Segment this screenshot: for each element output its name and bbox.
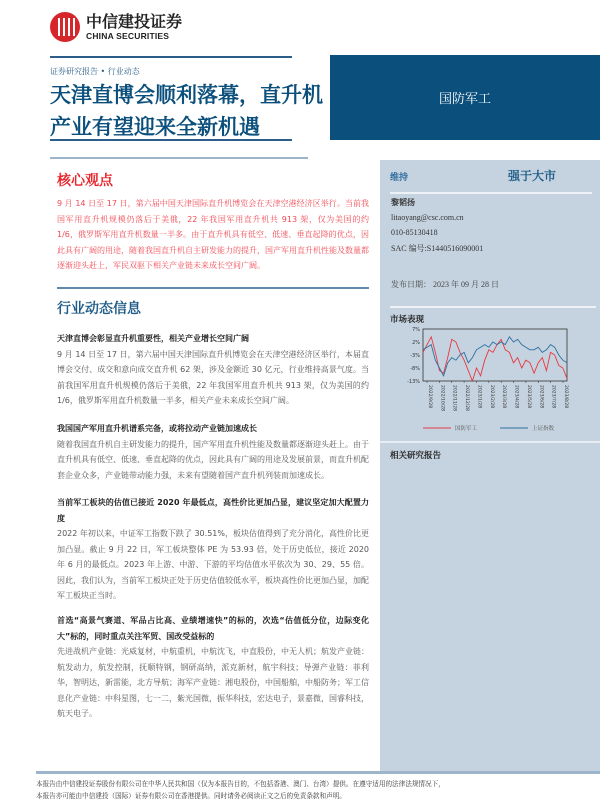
section-text: 2022 年初以来，中证军工指数下跌了 30.51%，板块估值得到了充分消化，高性价比更加凸显。截止 9 月 22 日，军工板块整体 PE 为 53.93 倍，处于历史低位，接近 2020 年 6 月的最低点。2023 年上游、中游、下游的平均估值水平依次为 30、29、55 倍。因此，我们认为，当前军工板块正处于历史估值较低水平，板块高性价比更加凸显，加配军工板块正当时。	[57, 529, 369, 600]
x-tick-label: 2023/3/28	[501, 385, 507, 409]
y-tick-label: 7%	[412, 327, 420, 333]
rating-label: 维持	[390, 173, 409, 183]
disclaimer-line: 本报告由中信建投证券股份有限公司在中华人民共和国（仅为本报告目的，不包括香港、澳门、台湾）提供。在遵守适用的法律法规情况下，	[36, 780, 445, 788]
core-heading: 核心观点	[57, 173, 113, 189]
y-tick-label: 2%	[412, 340, 420, 346]
analyst-email[interactable]: litaoyang@csc.com.cn	[391, 213, 464, 222]
news-heading: 行业动态信息	[57, 301, 141, 317]
rating-value: 强于大市	[508, 169, 557, 183]
section-text: 随着我国直升机自主研发能力的提升，国产军用直升机性能及数量都逐渐迎头赶上。由于直升机具有低空、低速、垂直起降的优点，因此具有广阔的用途及发展前景，而直升机配套企业众多，产业链带动能力强，未来有望随着国产直升机列装而加速成长。	[57, 439, 369, 480]
page-title: 天津直博会顺利落幕，直升机产业有望迎来全新机遇	[50, 83, 323, 139]
analyst-phone: 010-85130418	[391, 228, 438, 237]
disclaimer	[36, 778, 596, 802]
news-section	[57, 613, 369, 722]
news-section	[57, 495, 369, 604]
section-text: 先进战机产业链：光威复材，中航重机，中航沈飞，中直股份，中无人机；航发产业链：航发动力，航发控制，抚顺特钢，钢研高纳，派克新材，航宇科技；导弹产业链：菲利华，智明达，新雷能，北方导航；海军产业链：湘电股份，中国船舶，中船防务；军工信息化产业链：中科星图，七一二，紫光国微，振华科技，宏达电子，景嘉微，国睿科技，航天电子。	[57, 647, 369, 718]
section-title: 首选“高景气赛道、军品占比高、业绩增速快”的标的，次选“估值低分位，边际变化大”标的，同时重点关注军贸、国改受益标的	[57, 616, 369, 641]
news-section	[57, 331, 369, 409]
divider	[57, 287, 369, 289]
disclaimer-line: 本报告亦可能由中信建投（国际）证券有限公司在香港提供。同时请务必阅读正文之后的免责条款和声明。	[36, 792, 346, 800]
logo-name-en: CHINA SECURITIES	[86, 31, 170, 41]
x-tick-label: 2022/9/28	[427, 385, 432, 409]
y-tick-label: -13%	[407, 379, 420, 385]
core-text: 9 月 14 日至 17 日，第六届中国天津国际直升机博览会在天津空港经济区举行。当前我国军用直升机规模仍落后于美俄，22 年我国军用直升机共 913 架，仅为美国的约 1/6，俄罗斯军用直升机数量一半多。由于直升机具有低空、低速、垂直起降的优点，因此具有广阔的用途，随着我国直升机自主研发能力的提升，国产军用直升机性能及数量都逐渐迎头赶上，军民双驱下相关产业链未来成长空间广阔。	[57, 199, 369, 270]
divider	[50, 56, 292, 58]
report-type: 证券研究报告 • 行业动态	[50, 67, 140, 76]
x-tick-label: 2023/5/28	[525, 385, 531, 409]
x-tick-label: 2022/10/28	[439, 385, 445, 411]
logo-name-cn: 中信建投证券	[86, 12, 183, 31]
y-tick-label: -8%	[410, 366, 420, 372]
divider	[380, 441, 600, 443]
x-tick-label: 2023/4/28	[513, 385, 519, 409]
section-title: 当前军工板块的估值已接近 2020 年最低点，高性价比更加凸显，建议坚定加大配置力度	[57, 498, 369, 523]
x-tick-label: 2023/2/28	[488, 385, 494, 409]
divider	[390, 192, 592, 194]
market-chart	[385, 325, 595, 435]
logo-emblem-icon	[50, 12, 80, 42]
x-tick-label: 2022/12/28	[464, 385, 470, 411]
market-title: 市场表现	[390, 315, 425, 325]
analyst-sac: SAC 编号:S1440516090001	[391, 244, 484, 253]
x-tick-label: 2023/7/28	[550, 385, 556, 409]
x-tick-label: 2023/8/28	[563, 385, 568, 409]
section-title: 天津直博会彰显直升机重要性，相关产业增长空间广阔	[57, 334, 249, 343]
legend-label: 上证指数	[532, 426, 555, 432]
legend-label: 国防军工	[455, 426, 478, 432]
x-tick-label: 2023/1/28	[476, 385, 482, 409]
divider	[390, 306, 596, 308]
divider	[50, 139, 292, 141]
x-tick-label: 2023/6/28	[538, 385, 544, 409]
related-reports-title: 相关研究报告	[390, 451, 442, 461]
analyst-name: 黎韬扬	[391, 198, 415, 207]
x-tick-label: 2022/11/28	[451, 385, 457, 411]
news-section	[57, 421, 369, 483]
y-tick-label: -3%	[410, 353, 420, 359]
divider	[50, 157, 308, 159]
sector-badge	[330, 55, 600, 140]
publish-date: 发布日期： 2023 年 09 月 28 日	[391, 280, 499, 289]
section-text: 9 月 14 日至 17 日，第六届中国天津国际直升机博览会在天津空港经济区举行，本届直博会交付、成交和意向成交直升机 62 架，涉及金额近 30 亿元，行业维持高景气度。当前我国军用直升机规模仍落后于美俄，22 年我国军用直升机共 913 架，仅为美国的约 1/6，俄罗斯军用直升机数量一半多，相关产业未来成长空间广阔。	[57, 349, 369, 405]
sector-label: 国防军工	[438, 92, 491, 107]
company-logo	[50, 12, 182, 42]
section-title: 我国国产军用直升机谱系完备，或将拉动产业链加速成长	[57, 424, 257, 433]
footer-divider	[36, 771, 600, 774]
